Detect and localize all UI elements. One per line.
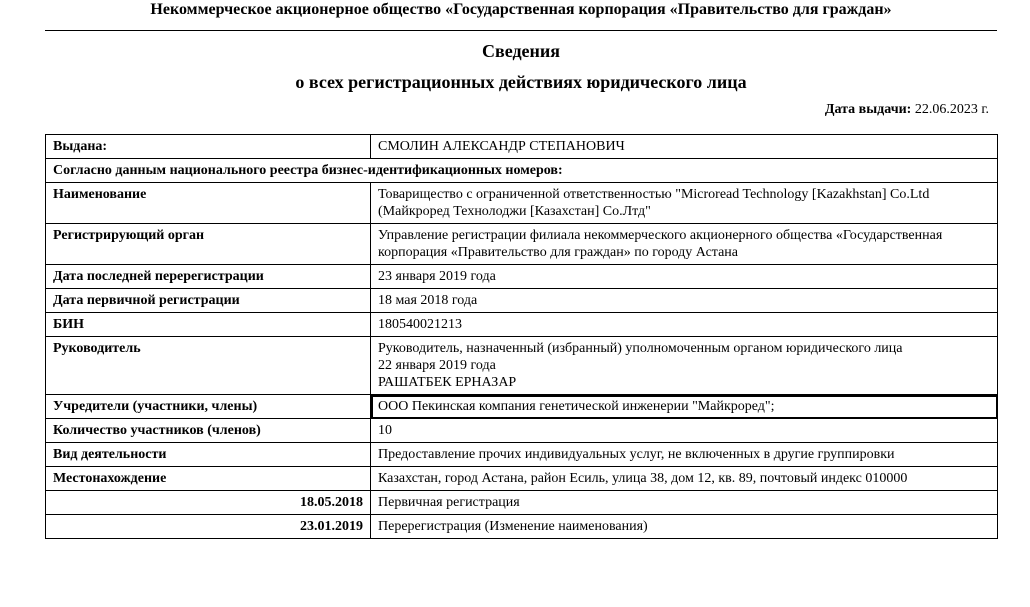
bin-value: 180540021213 xyxy=(371,313,998,337)
action-description: Перерегистрация (Изменение наименования) xyxy=(371,515,998,539)
table-row xyxy=(46,491,998,515)
head-date: 22 января 2019 года xyxy=(378,358,496,373)
registry-note: Согласно данным национального реестра бизнес-идентификационных номеров: xyxy=(46,159,998,183)
head-position: Руководитель, назначенный (избранный) уполномоченным органом юридического лица xyxy=(378,341,903,356)
organization-header: Некоммерческое акционерное общество «Государственная корпорация «Правительство для граждан» xyxy=(150,1,892,18)
table-row xyxy=(46,515,998,539)
registration-table xyxy=(45,134,998,539)
table-row xyxy=(46,313,998,337)
issue-date-label: Дата выдачи: xyxy=(824,102,912,117)
action-description: Первичная регистрация xyxy=(371,491,998,515)
primary-reg-value: 18 мая 2018 года xyxy=(371,289,998,313)
head-name: РАШАТБЕК ЕРНАЗАР xyxy=(378,375,517,390)
table-row xyxy=(46,135,998,159)
location-value: Казахстан, город Астана, район Есиль, улица 38, дом 12, кв. 89, почтовый индекс 010000 xyxy=(371,467,998,491)
document-subtitle: о всех регистрационных действиях юридического лица xyxy=(295,72,747,92)
issued-to-value: СМОЛИН АЛЕКСАНДР СТЕПАНОВИЧ xyxy=(371,135,998,159)
location-label: Местонахождение xyxy=(46,467,371,491)
name-value: Товарищество с ограниченной ответственностью "Microread Technology [Kazakhstan] Co.Ltd (Майкроред Технолоджи [Казахстан] Со.Лтд" xyxy=(371,183,998,224)
table-row xyxy=(46,443,998,467)
table-row xyxy=(46,183,998,224)
action-date: 18.05.2018 xyxy=(46,491,371,515)
members-count-value: 10 xyxy=(371,419,998,443)
table-row xyxy=(46,337,998,395)
activity-value: Предоставление прочих индивидуальных услуг, не включенных в другие группировки xyxy=(371,443,998,467)
authority-label: Регистрирующий орган xyxy=(46,224,371,265)
document-title: Сведения xyxy=(481,41,561,61)
name-label: Наименование xyxy=(46,183,371,224)
primary-reg-label: Дата первичной регистрации xyxy=(46,289,371,313)
head-value xyxy=(371,337,998,395)
action-date: 23.01.2019 xyxy=(46,515,371,539)
table-row xyxy=(46,395,998,419)
activity-label: Вид деятельности xyxy=(46,443,371,467)
table-row xyxy=(46,289,998,313)
last-rereg-value: 23 января 2019 года xyxy=(371,265,998,289)
table-row xyxy=(46,419,998,443)
head-label: Руководитель xyxy=(46,337,371,395)
table-row xyxy=(46,224,998,265)
bin-label: БИН xyxy=(46,313,371,337)
issue-date-value: 22.06.2023 г. xyxy=(914,102,989,117)
authority-value: Управление регистрации филиала некоммерческого акционерного общества «Государственная корпорация «Правительство для граждан» по городу Астана xyxy=(371,224,998,265)
table-row xyxy=(46,159,998,183)
members-count-label: Количество участников (членов) xyxy=(46,419,371,443)
issue-date xyxy=(825,101,989,119)
last-rereg-label: Дата последней перерегистрации xyxy=(46,265,371,289)
header-divider xyxy=(45,30,997,31)
table-row xyxy=(46,265,998,289)
table-row xyxy=(46,467,998,491)
founders-value: ООО Пекинская компания генетической инженерии "Майкроред"; xyxy=(371,395,998,419)
issued-to-label: Выдана: xyxy=(46,135,371,159)
founders-label: Учредители (участники, члены) xyxy=(46,395,371,419)
